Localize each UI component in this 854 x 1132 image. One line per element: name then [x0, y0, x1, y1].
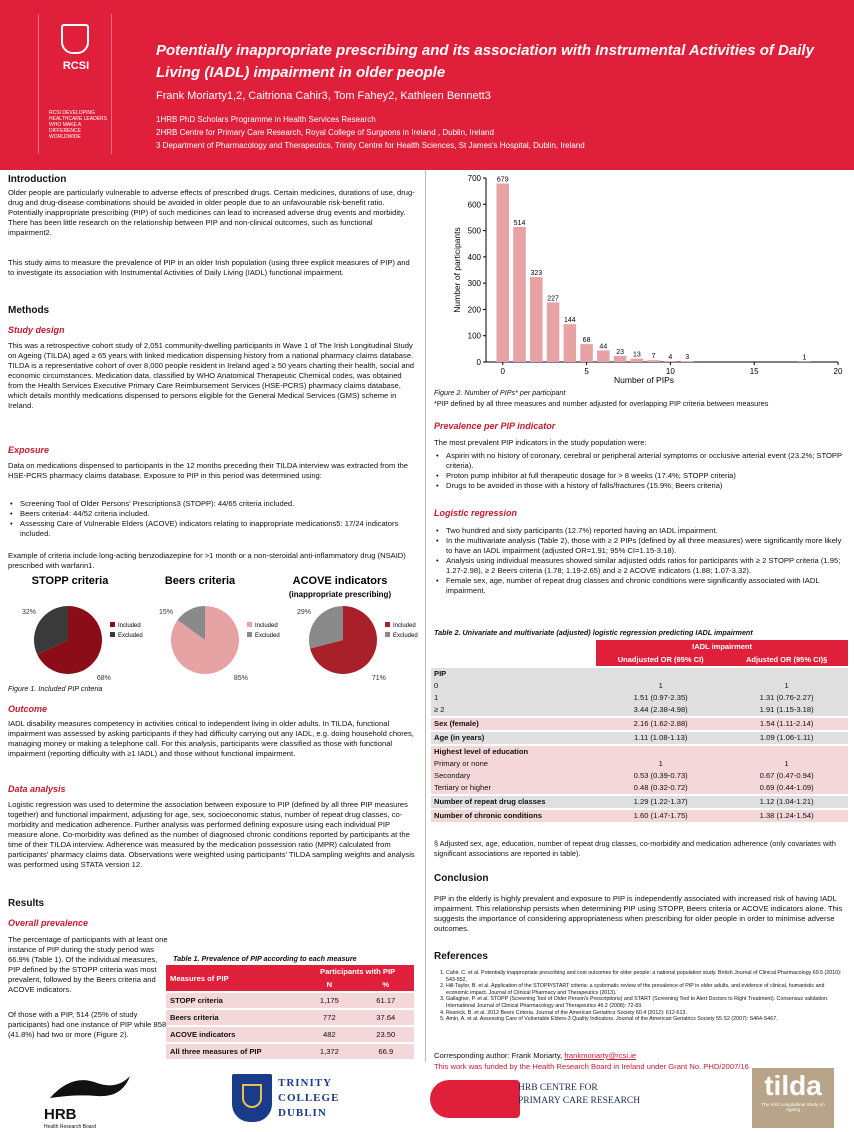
table1 — [166, 965, 414, 1059]
analysis-text: Logistic regression was used to determine the association between exposure to PIP (defined by all three PIP measures together) and functional impairment, adjusting for age, sex, socioeconomic status, number of repeat drug classes, co-morbidity and medication adherence. Further analysis was performed defining exposure using each individual PIP measure alone. Co-morbidity was defined as the number of diagnosed chronic conditions reported by participants at the time of their TILDA interview. Adherence was measured by the medication possession ratio (MPR) calculated from participants' pharmacy claims data. Observations were weighted using participants' TILDA sampling weights and analysis was performed using STATA version 12. — [8, 800, 415, 869]
table-row — [431, 667, 848, 680]
column-divider — [425, 170, 426, 1062]
logistic-item: • Female sex, age, number of repeat drug classes and chronic conditions were significantly associated with IADL impairment. — [434, 576, 844, 596]
table-cell: 1.38 (1.24-1.54) — [725, 809, 848, 822]
reference-item: 5. Amin, A. et al. Assessing Care of Vulnerable Elders-3 Quality Indicators. Journal of the American Geriatrics Society 55.S2 (2007): S464-S467. — [446, 1016, 844, 1023]
hrb-bird-icon — [42, 1068, 134, 1108]
table-cell: Tertiary or higher — [431, 782, 596, 795]
table-row — [431, 770, 848, 782]
y-tick-label: 700 — [467, 174, 481, 183]
rcsi-logo — [38, 14, 112, 154]
table-cell — [725, 667, 848, 680]
table-row — [431, 680, 848, 692]
y-tick-label: 100 — [467, 331, 481, 341]
outcome-heading: Outcome — [8, 704, 48, 714]
conclusion-heading: Conclusion — [434, 873, 489, 884]
table-row — [431, 692, 848, 704]
prev-item: • Drugs to be avoided in those with a history of falls/fractures (15.9%; Beers criteria) — [434, 481, 844, 491]
bar — [597, 350, 610, 362]
table-cell: 3.44 (2.38-4.98) — [596, 704, 725, 717]
legend-label-included: Included — [393, 623, 416, 629]
hrb-centre-line: HRB CENTRE FOR — [518, 1083, 598, 1093]
table-row — [431, 704, 848, 717]
reference-item: 1. Cahir, C. et al. Potentially inappropriate prescribing and cost outcomes for older people: a national population study. British Journal of Clinical Pharmacology 69.5 (2010): 543-552. — [446, 970, 844, 983]
y-tick-label: 200 — [467, 305, 481, 315]
table-cell: 1 — [725, 758, 848, 770]
table-cell: 1 — [596, 758, 725, 770]
bar-data-label: 679 — [496, 176, 509, 184]
legend-swatch-excluded — [247, 632, 252, 637]
table-cell: 772 — [301, 1009, 357, 1026]
bar-data-label: 13 — [632, 351, 641, 359]
bar-data-label: 227 — [547, 295, 559, 303]
bar — [530, 277, 543, 362]
table-row — [166, 1026, 414, 1043]
y-axis-label: Number of participants — [452, 227, 462, 313]
x-tick-label: 0 — [500, 367, 505, 376]
table-cell: Highest level of education — [431, 745, 596, 758]
bar-data-label: 68 — [582, 337, 591, 345]
tcd-line: TRINITY — [278, 1077, 333, 1089]
table-cell: PIP — [431, 667, 596, 680]
table2-corner — [431, 640, 596, 653]
bar — [496, 184, 509, 362]
intro-p1: Older people are particularly vulnerable to adverse effects of prescribed drugs. Certain medicines, durations of use, drug-drug and drug-disease combinations should be avoided in older people due to an unfavourable risk-benefit ratio. Potentially inappropriate prescribing (PIP) of such medicines can lead to increased adverse drug events and morbidity. There has been little research on the relationship between PIP and non-clinical outcomes, such as functional impairment2. — [8, 188, 415, 237]
pie-label-included: 71% — [371, 675, 386, 682]
hrb-centre-wordmark — [518, 1082, 640, 1108]
x-tick-label: 20 — [833, 367, 843, 376]
affiliation-1: 1HRB PhD Scholars Programme in Health Services Research — [156, 115, 376, 124]
exposure-text: Data on medications dispensed to participants in the 12 months preceding their TILDA interview was extracted from the HSE-PCRS pharmacy claims database. Exposure to PIP in this period was determined using: — [8, 461, 409, 480]
bar — [547, 302, 560, 362]
legend-swatch-included — [110, 622, 115, 627]
pie-title: ACOVE indicators — [292, 575, 388, 587]
table2 — [431, 640, 848, 822]
poster-header — [0, 0, 854, 170]
table-cell: Primary or none — [431, 758, 596, 770]
crest-icon — [61, 24, 89, 54]
table-cell: STOPP criteria — [166, 992, 301, 1009]
table2-note: § Adjusted sex, age, education, number of repeat drug classes, co-morbidity and medication adherence (only covariates with significant associations are reported in table). — [434, 839, 836, 858]
table1-header: Measures of PIP — [166, 965, 301, 992]
prev-heading: Prevalence per PIP indicator — [434, 421, 556, 431]
exposure-item: • Assessing Care of Vulnerable Elders (ACOVE) indicators relating to inappropriate medications5: 17/24 indicators included. — [8, 519, 418, 539]
contact-label: Corresponding author: Frank Moriarty, — [434, 1051, 565, 1060]
x-tick-label: 5 — [584, 367, 589, 376]
bar-data-label: 3 — [685, 354, 690, 362]
logistic-item: • Analysis using individual measures showed similar adjusted odds ratios for participants with ≥ 2 STOPP criteria (1.95; 1.27-2.98), ≥ 2 Beers criteria (1.78; 1.19-2.65) and ≥ 2 ACOVE indicators (1.88; 1.07-3.32). — [434, 556, 844, 576]
affiliation-2: 2HRB Centre for Primary Care Research, Royal College of Surgeons in Ireland , Dublin, Ireland — [156, 128, 494, 137]
logistic-item: • In the multivariate analysis (Table 2), those with ≥ 2 PIPs (defined by all three measures) were significantly more likely to have an IADL impairment (adjusted OR=1.91; 95% CI=1.15-3.18). — [434, 536, 844, 556]
logistic-item: • Two hundred and sixty participants (12.7%) reported having an IADL impairment. — [434, 526, 844, 536]
table2-header: Unadjusted OR (95% CI) — [596, 653, 725, 667]
bar-data-label: 44 — [599, 343, 608, 351]
table2-header: Adjusted OR (95% CI)§ — [725, 653, 848, 667]
exposure-item: • Screening Tool of Older Persons' Prescriptions3 (STOPP): 44/65 criteria included. — [8, 499, 418, 509]
table-cell: 61.17 — [358, 992, 414, 1009]
table2-header: IADL impairment — [596, 640, 848, 653]
table-cell: 1 — [596, 680, 725, 692]
table-cell: Secondary — [431, 770, 596, 782]
bar — [647, 360, 660, 362]
figure2-note: *PIP defined by all three measures and number adjusted for overlapping PIP criteria between measures — [434, 399, 769, 408]
tcd-wordmark — [278, 1076, 339, 1121]
overall-text-2: Of those with a PIP, 514 (25% of study participants) had one instance of PIP while 858 (41.8%) had two or more (Figure 2). — [8, 1010, 167, 1039]
outcome-text: IADL disability measures competency in activities critical to independent living in older adults. In TILDA, functional impairment was assessed by asking participants if they had difficulty carrying out any IADL, e.g. doing household chores, managing money or making a telephone call. For this analysis, participants were classified as those with functional impairment (reporting difficulty with ≥1 IADL) and those without functional impairment. — [8, 719, 414, 758]
pie-title: STOPP criteria — [31, 575, 109, 587]
table-row — [166, 1043, 414, 1059]
table-row — [431, 717, 848, 731]
pie-label-excluded: 32% — [22, 609, 37, 616]
legend-swatch-included — [385, 622, 390, 627]
table-cell: 1.31 (0.76-2.27) — [725, 692, 848, 704]
pie-label-excluded: 29% — [297, 609, 312, 616]
intro-p2: This study aims to measure the prevalence of PIP in an older Irish population (using three explicit measures of PIP) and to investigate its association with Instrumental Activities of Daily Living (IADL) functional impairment. — [8, 258, 410, 277]
table-cell: 0.53 (0.39-0.73) — [596, 770, 725, 782]
table-cell: 1.91 (1.15-3.18) — [725, 704, 848, 717]
table2-caption: Table 2. Univariate and multivariate (adjusted) logistic regression predicting IADL impairment — [434, 628, 753, 637]
intro-heading: Introduction — [8, 174, 67, 185]
design-text: This was a retrospective cohort study of 2,051 community-dwelling participants in Wave 1 of The Irish Longitudinal Study on Ageing (TILDA) aged ≥ 65 years with linked medication dispensing history from a national pharmacy claims database. TILDA is a representative cohort of over 8,000 people resident in Ireland aged ≥ 50 years charting their health, social and economic circumstances. Medication data, classified by WHO Anatomical Therapeutic Chemical codes, was obtained from the Health Services Executive Primary Care Reimbursement Services (HSE-PCRS) pharmacy claims database, which details monthly medications dispensed to persons eligible for the General Medical Services (GMS) scheme in Ireland. — [8, 341, 415, 410]
table-cell: 37.64 — [358, 1009, 414, 1026]
y-tick-label: 300 — [467, 279, 481, 289]
analysis-heading: Data analysis — [8, 784, 66, 794]
logistic-heading: Logistic regression — [434, 508, 518, 518]
table-cell: 1.51 (0.97-2.35) — [596, 692, 725, 704]
pie-svg — [0, 572, 425, 684]
bar-data-label: 144 — [563, 317, 576, 325]
table1-header: N — [301, 978, 357, 992]
exposure-item: • Beers criteria4: 44/52 criteria included. — [8, 509, 418, 519]
tcd-crest-icon — [232, 1074, 272, 1122]
table-cell: Age (in years) — [431, 731, 596, 745]
table-cell: Sex (female) — [431, 717, 596, 731]
pie-label-included: 68% — [96, 675, 111, 682]
overall-heading: Overall prevalence — [8, 918, 89, 928]
figure2-caption: Figure 2. Number of PIPs* per participant — [434, 388, 566, 397]
table1-caption: Table 1. Prevalence of PIP according to each measure — [173, 954, 357, 963]
table-cell: 482 — [301, 1026, 357, 1043]
table-cell: 1.29 (1.22-1.37) — [596, 795, 725, 809]
table-cell: ACOVE indicators — [166, 1026, 301, 1043]
legend-label-excluded: Excluded — [393, 633, 418, 639]
authors: Frank Moriarty1,2, Caitriona Cahir3, Tom Fahey2, Kathleen Bennett3 — [156, 90, 491, 102]
tilda-logo — [752, 1068, 834, 1128]
bar-data-label: 23 — [616, 348, 624, 356]
harp-icon — [242, 1084, 262, 1108]
bar-chart — [430, 170, 850, 385]
results-heading: Results — [8, 898, 45, 909]
table-cell — [596, 667, 725, 680]
legend-swatch-included — [247, 622, 252, 627]
table-cell: 1.11 (1.08-1.13) — [596, 731, 725, 745]
legend-label-excluded: Excluded — [118, 633, 143, 639]
table-cell: 0.69 (0.44-1.09) — [725, 782, 848, 795]
table-row — [431, 809, 848, 822]
table-row — [431, 782, 848, 795]
pie-charts — [0, 572, 425, 684]
x-axis-label: Number of PIPs — [614, 375, 674, 385]
reference-item: 3. Gallagher, P. et al. STOPP (Screening Tool of Older Person's Prescriptions) and START (Screening Tool to Alert Doctors to Right Treatment). Consensus validation. International Journal of Clinical Pharmacology and Therapeutics 46.2 (2008): 72-83. — [446, 996, 844, 1009]
table2-corner — [431, 653, 596, 667]
methods-heading: Methods — [8, 305, 50, 316]
references-list — [434, 970, 844, 1023]
table-cell: 1.54 (1.11-2.14) — [725, 717, 848, 731]
table-cell: 23.50 — [358, 1026, 414, 1043]
design-heading: Study design — [8, 325, 65, 335]
exposure-heading: Exposure — [8, 445, 50, 455]
reference-item: 4. Resnick, B. et al. 2012 Beers Criteria. Journal of the American Geriatrics Society 60.4 (2012): 612-613. — [446, 1010, 844, 1017]
conclusion-text: PIP in the elderly is highly prevalent and exposure to PIP is independently associated with increased risk of having IADL impairment. This relationship persists when determining PIP using STOPP, Beers criteria or ACOVE indicators alone. This suggests the importance of considering appropriateness when prescribing for older people in order to minimise adverse outcomes. — [434, 894, 843, 933]
table-row — [431, 758, 848, 770]
table-cell: 1 — [431, 692, 596, 704]
table-cell — [596, 745, 725, 758]
table-cell: All three measures of PIP — [166, 1043, 301, 1059]
legend-swatch-excluded — [110, 632, 115, 637]
bar — [513, 227, 526, 362]
table-cell: 66.9 — [358, 1043, 414, 1059]
tilda-sublabel: The Irish Longitudinal Study on Ageing — [761, 1102, 825, 1112]
prev-item: • Aspirin with no history of coronary, cerebral or peripheral arterial symptoms or occlusive arterial event (23.2%; STOPP criteria). — [434, 451, 844, 471]
pie-title: Beers criteria — [164, 575, 236, 587]
legend-label-included: Included — [255, 623, 278, 629]
references-heading: References — [434, 951, 488, 962]
x-tick-label: 10 — [665, 367, 675, 376]
table-cell: ≥ 2 — [431, 704, 596, 717]
table-cell — [725, 745, 848, 758]
x-tick-label: 15 — [749, 367, 759, 376]
table-cell: 0.48 (0.32-0.72) — [596, 782, 725, 795]
bar — [664, 361, 677, 362]
table-cell: 1.09 (1.06-1.11) — [725, 731, 848, 745]
footer-logos — [0, 1062, 854, 1132]
exposure-example: Example of criteria include long-acting benzodiazepine for >1 month or a non-steroidal anti-inflammatory drug (NSAID) prescribed with warfarin1. — [8, 551, 406, 570]
institution-tagline: RCSI DEVELOPING HEALTHCARE LEADERS WHO MAKE A DIFFERENCE WORLDWIDE — [49, 110, 107, 140]
table-cell: 1,175 — [301, 992, 357, 1009]
table-cell: 1,372 — [301, 1043, 357, 1059]
prev-intro: The most prevalent PIP indicators in the study population were: — [434, 438, 647, 447]
bar-data-label: 7 — [651, 353, 656, 361]
figure1-caption: Figure 1. Included PIP criteria — [8, 684, 103, 693]
institution-name: RCSI — [62, 60, 90, 72]
table-row — [431, 795, 848, 809]
table-cell: Number of chronic conditions — [431, 809, 596, 822]
hrb-label: HRB — [44, 1106, 77, 1123]
tilda-label: tilda — [764, 1070, 822, 1101]
hrb-sublabel: Health Research Board — [44, 1124, 96, 1130]
y-tick-label: 400 — [467, 252, 481, 262]
reference-item: 2. Hill-Taylor, B. et al. Application of the STOPP/START criteria: a systematic review of the prevalence of PIP in older adults, and evidence of clinical, humanistic and economic impact. Journal of Clinical Pharmacy and Therapeutics (2013). — [446, 983, 844, 996]
legend-label-excluded: Excluded — [255, 633, 280, 639]
tcd-line: DUBLIN — [278, 1107, 327, 1119]
contact — [434, 1051, 636, 1061]
hrb-logo — [42, 1068, 134, 1130]
tcd-line: COLLEGE — [278, 1092, 340, 1104]
bar — [631, 359, 644, 362]
table-cell: Beers criteria — [166, 1009, 301, 1026]
y-tick-label: 600 — [467, 200, 481, 210]
table-cell: 0.67 (0.47-0.94) — [725, 770, 848, 782]
bar — [580, 344, 593, 362]
table-cell: 1.12 (1.04-1.21) — [725, 795, 848, 809]
table-row — [431, 745, 848, 758]
prev-item: • Proton pump inhibitor at full therapeutic dosage for > 8 weeks (17.4%; STOPP criteria) — [434, 471, 844, 481]
hrb-centre-leaf-icon — [430, 1080, 520, 1118]
table-cell: 1 — [725, 680, 848, 692]
legend-label-included: Included — [118, 623, 141, 629]
exposure-list — [8, 499, 418, 539]
table-row — [166, 992, 414, 1009]
bar-data-label: 514 — [513, 219, 526, 227]
table1-header: % — [358, 978, 414, 992]
pie-label-excluded: 15% — [159, 609, 174, 616]
y-tick-label: 500 — [467, 226, 481, 236]
table-cell: 2.16 (1.62-2.88) — [596, 717, 725, 731]
table-cell: Number of repeat drug classes — [431, 795, 596, 809]
bar — [564, 324, 577, 362]
contact-email[interactable]: frankmoriarty@rcsi.ie — [564, 1051, 637, 1060]
table1-header: Participants with PIP — [301, 965, 414, 978]
overall-text-1: The percentage of participants with at least one instance of PIP during the study period was 66.9% (Table 1). Of the individual measures, PIP defined by the STOPP criteria was most prevalent, followed by the Beers criteria and ACOVE indicators. — [8, 935, 168, 994]
bar-data-label: 4 — [668, 353, 673, 361]
bar-data-label: 1 — [802, 354, 807, 362]
prev-list — [434, 451, 844, 491]
poster-title: Potentially inappropriate prescribing and its association with Instrumental Activities of Daily Living (IADL) impairment in older people — [156, 42, 814, 81]
legend-swatch-excluded — [385, 632, 390, 637]
table-cell: 1.60 (1.47-1.75) — [596, 809, 725, 822]
funding: This work was funded by the Health Research Board in Ireland under Grant No. PHD/2007/16 — [434, 1062, 749, 1071]
affiliation-3: 3 Department of Pharmacology and Therapeutics, Trinity Centre for Health Sciences, St James's Hospital, Dublin, Ireland — [156, 141, 585, 150]
table-row — [431, 731, 848, 745]
pie-label-included: 85% — [233, 675, 248, 682]
hrb-centre-line: PRIMARY CARE RESEARCH — [518, 1096, 641, 1106]
bar — [614, 356, 627, 362]
table-row — [166, 1009, 414, 1026]
logistic-list — [434, 526, 844, 596]
table-cell: 0 — [431, 680, 596, 692]
bar-data-label: 323 — [530, 270, 543, 278]
pie-subtitle: (inappropriate prescribing) — [288, 590, 392, 599]
bar — [681, 361, 694, 362]
y-tick-label: 0 — [476, 358, 481, 367]
